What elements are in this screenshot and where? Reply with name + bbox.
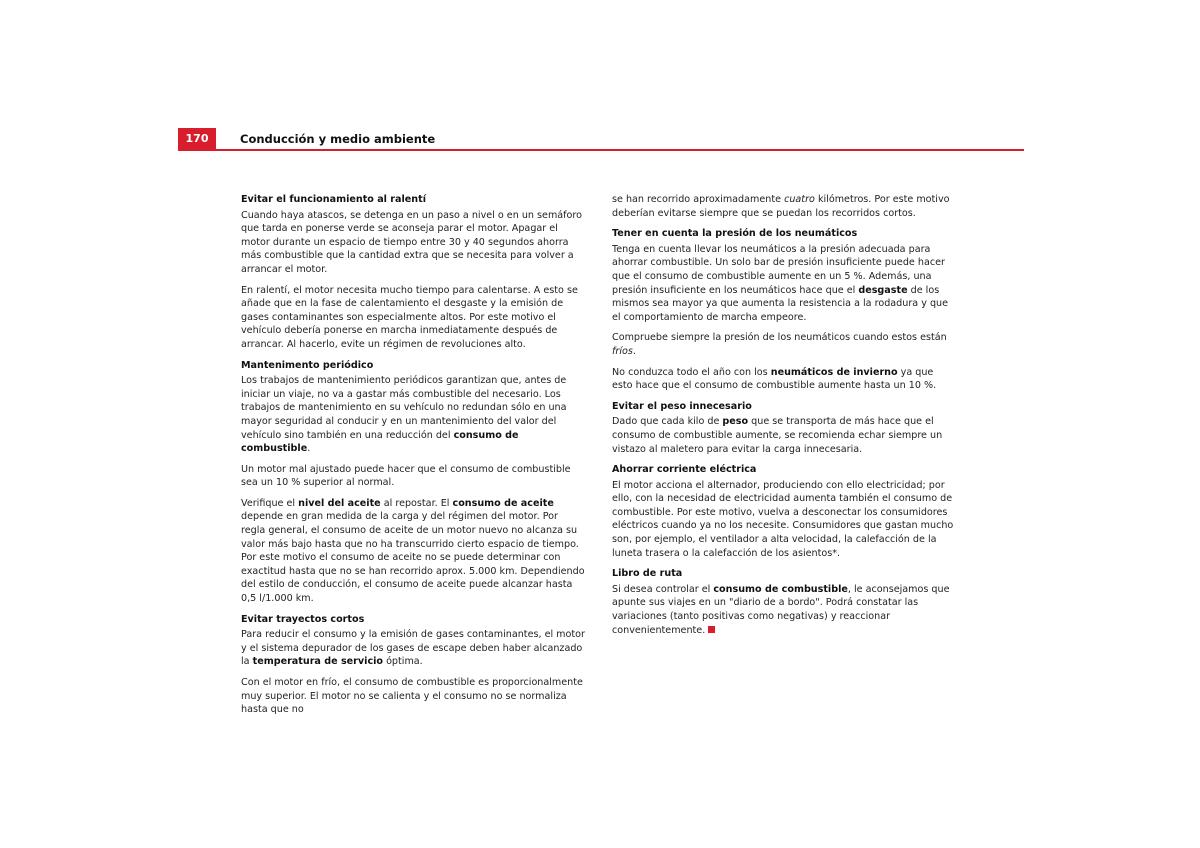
paragraph — [612, 243, 956, 325]
paragraph: Con el motor en frío, el consumo de combustible es proporcionalmente muy superior. El motor no se calienta y el consumo no se normaliza hasta que no — [241, 677, 583, 716]
section-title-maintenance: Mantenimento periódico — [241, 359, 374, 371]
paragraph — [241, 497, 585, 606]
text-run: No conduzca todo el año con los — [612, 366, 771, 378]
bold-term: neumáticos de invierno — [770, 366, 898, 378]
paragraph — [612, 366, 956, 393]
section-title-logbook: Libro de ruta — [612, 568, 683, 580]
text-run: que se transporta de más hace que el consumo de combustible aumente, se recomienda echar siempre un vistazo al maletero para evitar la carga innecesaria. — [612, 416, 943, 455]
paragraph — [612, 415, 956, 456]
text-run: al repostar. El — [380, 497, 453, 509]
section-title-electricity: Ahorrar corriente eléctrica — [612, 464, 757, 476]
text-run: se han recorrido aproximadamente — [612, 194, 785, 205]
paragraph: Cuando haya atascos, se detenga en un paso a nivel o en un semáforo que tarda en ponerse verde se aconseja parar el motor. Apagar el motor durante un espacio de tiempo entre 30 y 40 segundos ahorra más combustible que la cantidad extra que se necesita para volver a arrancar el motor. — [241, 209, 583, 275]
chapter-title: Conducción y medio ambiente — [240, 132, 436, 146]
text-run: de los mismos sea mayor ya que aumenta la resistencia a la rodadura y que el comportamiento de marcha empeore. — [612, 284, 949, 323]
right-column — [612, 193, 956, 644]
paragraph: En ralentí, el motor necesita mucho tiempo para calentarse. A esto se añade que en la fase de calentamiento el desgaste y la emisión de gases contaminantes son especialmente altos. Por este motivo el vehículo debería ponerse en marcha inmediatamente después de arrancar. Al hacerlo, evite un régimen de revoluciones alto. — [241, 284, 578, 350]
italic-term: fríos — [612, 345, 633, 357]
text-run: depende en gran medida de la carga y del régimen del motor. Por regla general, el consumo de aceite de un motor nuevo no alcanza su valor más bajo hasta que no ha transcurrido cierto espacio de tiempo. Por este motivo el consumo de aceite no se puede determinar con exactitud hasta que no se han recorrido aprox. 5.000 km. Dependiendo del estilo de conducción, el consumo de aceite puede alcanzar hasta 0,5 l/1.000 km. — [241, 511, 585, 605]
section-title-short-trips: Evitar trayectos cortos — [241, 613, 365, 625]
paragraph: El motor acciona el alternador, produciendo con ello electricidad; por ello, con la necesidad de electricidad aumenta también el consumo de combustible. Por este motivo, vuelva a desconectar los consumidores eléctricos cuando ya no los necesite. Consumidores que gastan mucho son, por ejemplo, el ventilador a alta velocidad, la calefacción de la luneta trasera o la calefacción de los asientos*. — [612, 479, 954, 559]
text-run: Los trabajos de mantenimiento periódicos garantizan que, antes de iniciar un viaje, no va a gastar más combustible del necesario. Los trabajos de mantenimiento en su vehículo no redundan sólo en una mayor seguridad al conducir y en un mantenimiento del valor del vehículo sino también en una reducción del — [241, 375, 567, 441]
section-title-tire-pressure: Tener en cuenta la presión de los neumáticos — [612, 228, 858, 240]
bold-term: desgaste — [858, 284, 908, 296]
paragraph — [241, 374, 585, 456]
end-of-section-marker — [708, 626, 715, 633]
bold-term: nivel del aceite — [298, 497, 381, 509]
paragraph: Un motor mal ajustado puede hacer que el consumo de combustible sea un 10 % superior al normal. — [241, 463, 571, 489]
text-run: Compruebe siempre la presión de los neumáticos cuando estos están — [612, 332, 947, 344]
left-column — [241, 193, 585, 724]
text-run: Dado que cada kilo de — [612, 416, 723, 428]
bold-term: temperatura de servicio — [252, 656, 384, 668]
italic-term: cuatro — [784, 194, 815, 205]
bold-term: consumo de combustible — [241, 429, 519, 455]
paragraph — [612, 331, 956, 358]
text-run: ya que esto hace que el consumo de combustible aumente hasta un 10 %. — [612, 366, 937, 392]
text-run: óptima. — [383, 656, 423, 668]
page-header — [178, 128, 1024, 151]
text-run: Verifique el — [241, 497, 299, 509]
text-run: , le aconsejamos que apunte sus viajes en un "diario de a bordo". Podrá constatar las variaciones (tanto positivas como negativas) y reaccionar convenientemente. — [612, 583, 950, 636]
text-run: Tenga en cuenta llevar los neumáticos a la presión adecuada para ahorrar combustible. Un solo bar de presión insuficiente puede hacer que el consumo de combustible aumente en un 5 %. Además, una presión insuficiente en los neumáticos hace que el — [612, 243, 945, 296]
text-run: . — [307, 443, 311, 455]
paragraph — [612, 193, 956, 220]
page-number: 170 — [178, 128, 216, 149]
text-run: Si desea controlar el — [612, 583, 714, 595]
paragraph — [241, 628, 585, 669]
text-run: . — [632, 345, 636, 357]
bold-term: peso — [722, 416, 749, 428]
section-title-idle: Evitar el funcionamiento al ralentí — [241, 194, 427, 205]
bold-term: consumo de aceite — [452, 497, 554, 509]
text-run: Para reducir el consumo y la emisión de gases contaminantes, el motor y el sistema depurador de los gases de escape deben haber alcanzado la — [241, 629, 585, 668]
section-title-weight: Evitar el peso innecesario — [612, 400, 752, 412]
bold-term: consumo de combustible — [713, 583, 848, 595]
paragraph — [612, 583, 956, 637]
text-run: kilómetros. Por este motivo deberían evitarse siempre que se puedan los recorridos cortos. — [612, 194, 950, 219]
